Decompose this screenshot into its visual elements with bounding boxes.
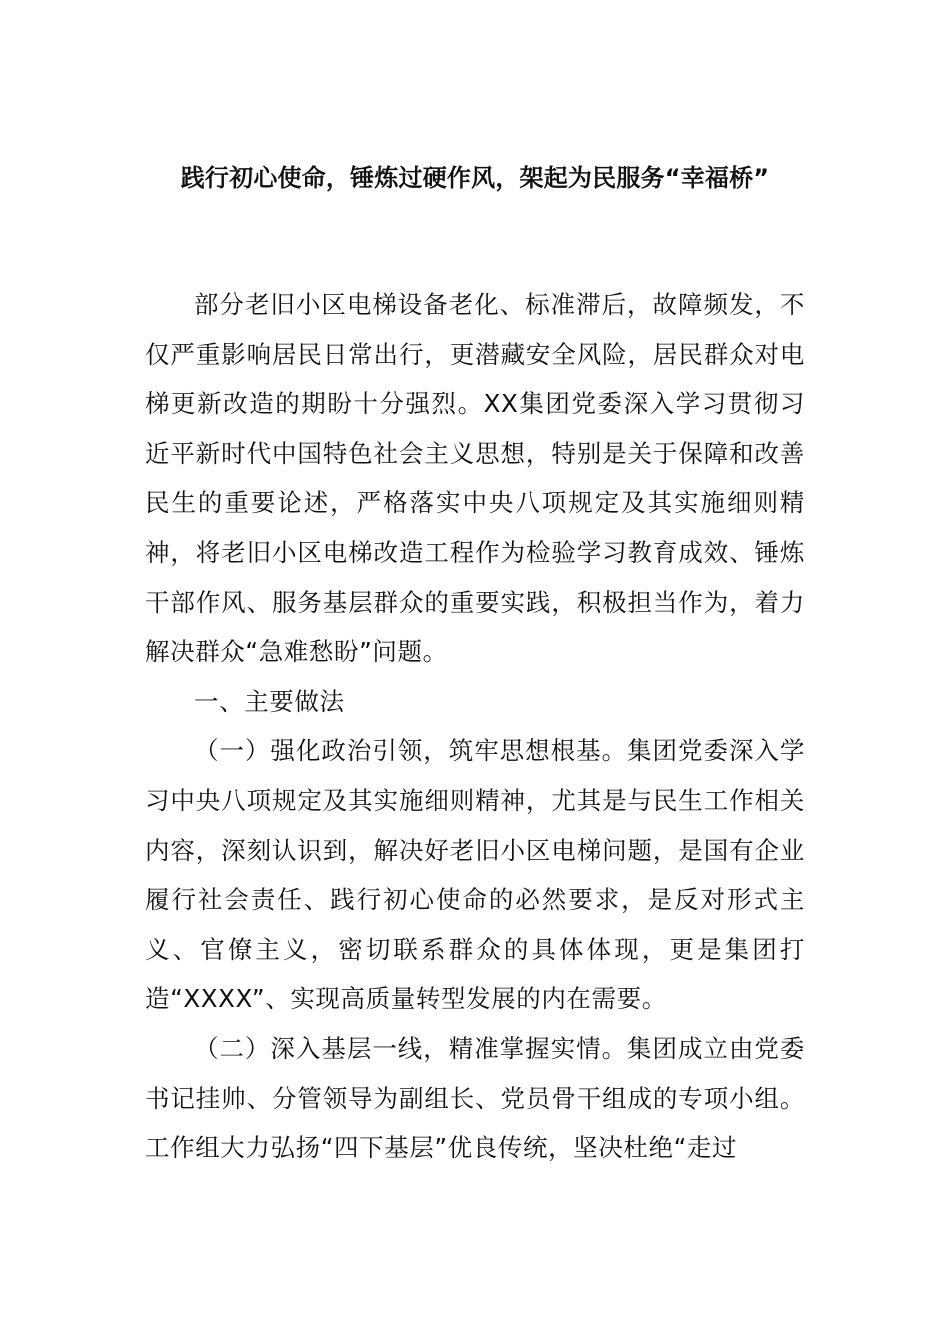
paragraph-grassroots: （二）深入基层一线，精准掌握实情。集团成立由党委书记挂帅、分管领导为副组长、党员骨干组成的专项小组。工作组大力弘扬“四下基层”优良传统，坚决杜绝“走过 bbox=[145, 1033, 805, 1163]
section-heading-main-practices: 一、主要做法 bbox=[194, 686, 345, 716]
paragraph-political-guidance: （一）强化政治引领，筑牢思想根基。集团党委深入学习中央八项规定及其实施细则精神，尤其是与民生工作相关内容，深刻认识到，解决好老旧小区电梯问题，是国有企业履行社会责任、践行初心使命的必然要求，是反对形式主义、官僚主义，密切联系群众的具体体现，更是集团打造“XXXX”、实现高质量转型发展的内在需要。 bbox=[145, 736, 805, 1014]
document-title: 践行初心使命，锤炼过硬作风，架起为民服务“幸福桥” bbox=[180, 164, 770, 192]
document-body bbox=[145, 280, 805, 1173]
paragraph-intro: 部分老旧小区电梯设备老化、标准滞后，故障频发，不仅严重影响居民日常出行，更潜藏安全风险，居民群众对电梯更新改造的期盼十分强烈。XX集团党委深入学习贯彻习近平新时代中国特色社会主义思想，特别是关于保障和改善民生的重要论述，严格落实中央八项规定及其实施细则精神，将老旧小区电梯改造工程作为检验学习教育成效、锤炼干部作风、服务基层群众的重要实践，积极担当作为，着力解决群众“急难愁盼”问题。 bbox=[145, 290, 805, 667]
